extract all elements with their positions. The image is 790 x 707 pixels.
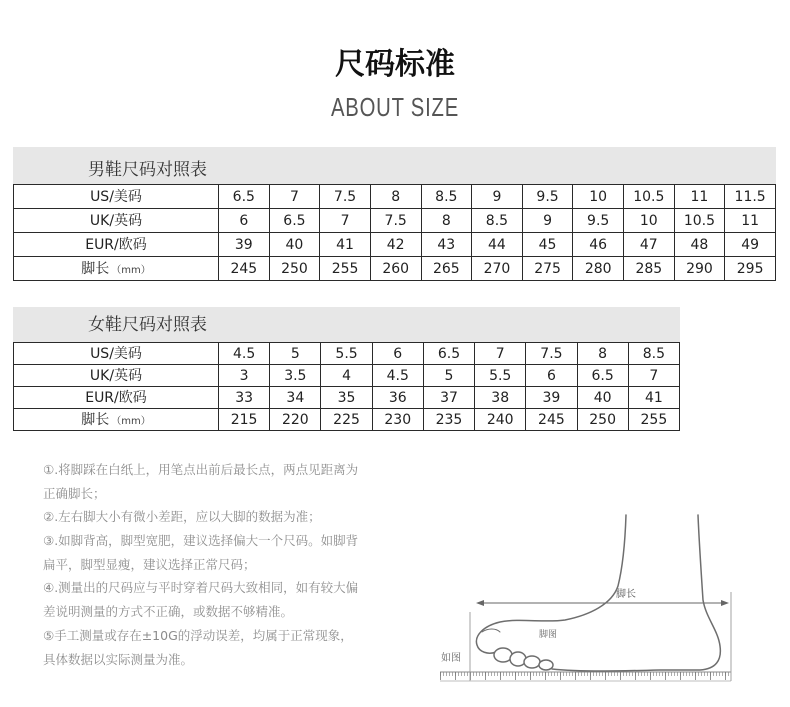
size-value-cell: 3 [219,365,270,387]
size-value-cell: 38 [475,387,526,409]
size-value-cell: 45 [522,233,573,257]
women-size-table-title: 女鞋尺码对照表 [88,315,207,335]
row-unit: （mm） [111,415,151,427]
size-value-cell: 5 [423,365,474,387]
size-value-cell: 7 [320,209,371,233]
note-line: 扁平，脚型显瘦，建议选择正常尺码； [43,556,256,572]
size-value-cell: 9.5 [573,209,624,233]
size-value-cell: 6.5 [269,209,320,233]
size-value-cell: 6.5 [577,365,628,387]
size-value-cell: 11.5 [725,185,776,209]
size-value-cell: 39 [219,233,270,257]
ruler-big-ticks [440,672,731,681]
size-value-cell: 5.5 [475,365,526,387]
note-line: ③.如脚背高，脚型宽肥，建议选择偏大一个尺码。如脚背 [43,533,359,549]
size-value-cell: 245 [526,409,577,431]
women-size-table-header [13,307,680,342]
size-value-cell: 6 [219,209,270,233]
row-label: 脚长 [81,411,110,428]
row-label: UK/英码 [89,212,143,229]
size-value-cell: 275 [522,257,573,281]
size-value-cell: 41 [628,387,679,409]
men-size-row [14,185,776,209]
row-label: EUR/欧码 [85,236,147,253]
size-value-cell: 260 [370,257,421,281]
women-size-table [13,342,680,431]
size-value-cell: 7 [269,185,320,209]
size-value-cell: 47 [624,233,675,257]
row-label: US/美码 [90,188,142,205]
size-value-cell: 250 [269,257,320,281]
size-value-cell: 8.5 [628,343,679,365]
foot-diagram [430,500,760,690]
note-line: ②.左右脚大小有微小差距，应以大脚的数据为准； [43,509,321,525]
size-value-cell: 4.5 [219,343,270,365]
size-value-cell: 33 [219,387,270,409]
row-label: 脚长 [81,260,110,277]
size-value-cell: 6 [372,343,423,365]
size-value-cell: 9.5 [522,185,573,209]
women-size-row [14,343,680,365]
row-label-cell [14,365,219,387]
size-value-cell: 10 [624,209,675,233]
size-value-cell: 215 [219,409,270,431]
size-value-cell: 6.5 [423,343,474,365]
size-value-cell: 5 [270,343,321,365]
toenail [482,629,500,632]
note-line: ⑤手工测量或存在±10G的浮动误差，均属于正常现象， [43,627,353,643]
foot-length-label: 脚长 [616,589,636,600]
size-value-cell: 8.5 [421,185,472,209]
row-label: EUR/欧码 [85,389,147,406]
men-size-table [13,184,776,281]
size-value-cell: 6.5 [219,185,270,209]
note-line: 差说明测量的方式不正确，或数据不够精准。 [43,604,294,620]
row-label-cell [14,409,219,431]
size-value-cell: 5.5 [321,343,372,365]
size-value-cell: 49 [725,233,776,257]
size-value-cell: 37 [423,387,474,409]
women-size-row [14,365,680,387]
size-value-cell: 4.5 [372,365,423,387]
toe [539,660,553,670]
sole-heel-and-leg-back [552,515,720,671]
arrowhead-left [476,600,484,606]
row-unit: （mm） [111,264,151,276]
size-value-cell: 220 [270,409,321,431]
row-label-cell [14,209,219,233]
size-value-cell: 34 [270,387,321,409]
size-value-cell: 43 [421,233,472,257]
size-value-cell: 250 [577,409,628,431]
size-value-cell: 9 [472,185,523,209]
size-value-cell: 7.5 [320,185,371,209]
size-value-cell: 41 [320,233,371,257]
row-label-cell [14,257,219,281]
row-label-cell [14,233,219,257]
size-value-cell: 42 [370,233,421,257]
size-value-cell: 40 [269,233,320,257]
size-value-cell: 11 [674,185,725,209]
size-value-cell: 11 [725,209,776,233]
size-value-cell: 10.5 [624,185,675,209]
row-label-cell [14,387,219,409]
men-size-row [14,209,776,233]
page-subtitle: ABOUT SIZE [330,92,459,122]
size-value-cell: 8 [421,209,472,233]
example-label: 如图 [441,653,461,664]
row-label: UK/英码 [89,367,143,384]
size-value-cell: 7 [475,343,526,365]
foot-diagram-label: 脚图 [538,630,558,640]
foot-outline [476,515,720,671]
size-value-cell: 285 [624,257,675,281]
row-label-cell [14,343,219,365]
men-size-table-header [13,147,776,184]
size-value-cell: 230 [372,409,423,431]
size-value-cell: 7 [628,365,679,387]
size-value-cell: 35 [321,387,372,409]
measurement-notes [43,458,403,671]
size-value-cell: 10.5 [674,209,725,233]
ruler [440,672,731,681]
size-value-cell: 240 [475,409,526,431]
women-size-row [14,387,680,409]
size-value-cell: 245 [219,257,270,281]
row-label-cell [14,185,219,209]
page-title: 尺码标准 [335,47,455,82]
size-value-cell: 46 [573,233,624,257]
size-value-cell: 6 [526,365,577,387]
size-value-cell: 8 [370,185,421,209]
size-value-cell: 3.5 [270,365,321,387]
men-size-row [14,233,776,257]
size-value-cell: 36 [372,387,423,409]
note-line: ④.测量出的尺码应与平时穿着尺码大致相同，如有较大偏 [43,580,359,596]
size-value-cell: 270 [472,257,523,281]
size-value-cell: 295 [725,257,776,281]
size-value-cell: 7.5 [370,209,421,233]
size-value-cell: 255 [320,257,371,281]
size-value-cell: 7.5 [526,343,577,365]
size-value-cell: 44 [472,233,523,257]
size-value-cell: 8.5 [472,209,523,233]
size-value-cell: 235 [423,409,474,431]
note-line: 具体数据以实际测量为准。 [43,651,194,667]
size-value-cell: 48 [674,233,725,257]
note-line: 正确脚长； [43,485,106,501]
men-size-row [14,257,776,281]
size-value-cell: 290 [674,257,725,281]
toe [524,656,540,668]
arrowhead-right [721,600,729,606]
row-label: US/美码 [90,345,142,362]
size-value-cell: 4 [321,365,372,387]
size-value-cell: 280 [573,257,624,281]
men-size-table-title: 男鞋尺码对照表 [88,160,207,180]
toe [494,648,512,662]
size-value-cell: 10 [573,185,624,209]
size-value-cell: 40 [577,387,628,409]
size-value-cell: 265 [421,257,472,281]
note-line: ①.将脚踩在白纸上，用笔点出前后最长点，两点见距离为 [43,462,359,477]
size-value-cell: 9 [522,209,573,233]
size-value-cell: 255 [628,409,679,431]
women-size-row [14,409,680,431]
size-value-cell: 39 [526,387,577,409]
size-value-cell: 8 [577,343,628,365]
size-value-cell: 225 [321,409,372,431]
